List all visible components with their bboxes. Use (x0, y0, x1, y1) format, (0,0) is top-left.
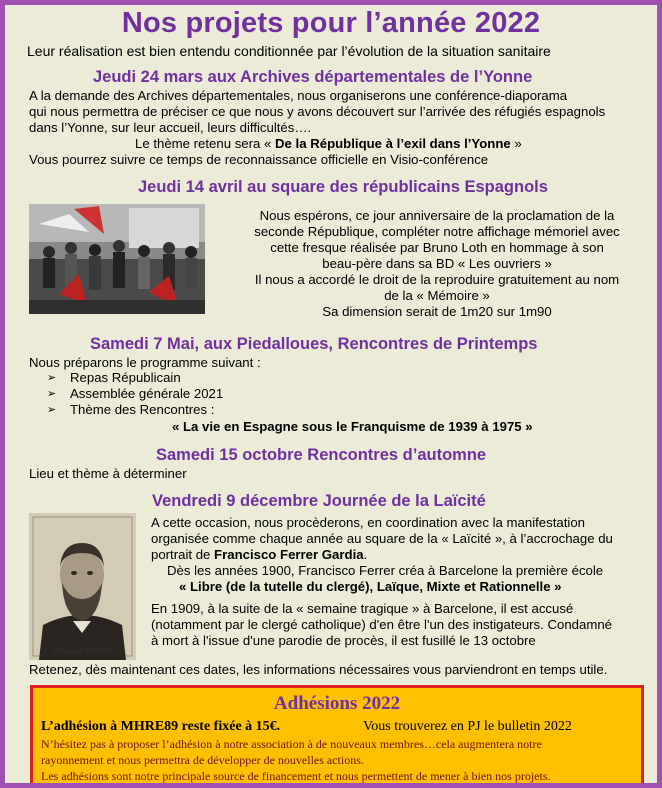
list-item: ➢ Thème des Rencontres : (47, 402, 215, 417)
section-text: Lieu et thème à déterminer (29, 466, 187, 481)
portrait-line (151, 547, 367, 563)
section-text: Nous préparons le programme suivant : (29, 355, 261, 370)
theme-line (135, 136, 522, 152)
section-heading-octobre: Samedi 15 octobre Rencontres d’automne (156, 446, 487, 464)
page-title: Nos projets pour l’année 2022 (121, 7, 541, 39)
portrait-name: Francisco Ferrer Gardia (214, 547, 364, 562)
section-text: de la « Mémoire » (384, 288, 490, 303)
section-text: En 1909, à la suite de la « semaine tragique » à Barcelone, il est accusé (151, 601, 574, 616)
section-text: seconde République, compléter notre affichage mémoriel avec (254, 224, 620, 239)
section-text: à mort à l'issue d'une parodie de procès, il est fusillé le 13 octobre (151, 633, 536, 648)
list-item: ➢ Assemblée générale 2021 (47, 386, 224, 401)
section-heading-mars: Jeudi 24 mars aux Archives départementales de l’Yonne (93, 68, 533, 86)
portrait-caption: Francisco FERRER (53, 648, 112, 655)
arrow-icon: ➢ (47, 404, 57, 416)
section-text: qui nous permettra de préciser ce que nous y avons découvert sur l’arrivée des réfugiés espagnols (29, 104, 606, 119)
section-heading-decembre: Vendredi 9 décembre Journée de la Laïcité (152, 492, 486, 510)
section-text: (notamment par le clergé catholique) d'en être l'un des instigateurs. Condamné (151, 617, 612, 632)
section-text: A cette occasion, nous procèderons, en coordination avec la manifestation (151, 515, 585, 530)
program-list (47, 370, 223, 418)
theme-line: « La vie en Espagne sous le Franquisme de 1939 à 1975 » (172, 419, 533, 434)
fresco-illustration (29, 204, 205, 314)
section-text: Sa dimension serait de 1m20 sur 1m90 (322, 304, 552, 319)
adhesions-fee: L’adhésion à MHRE89 reste fixée à 15€. (41, 719, 281, 734)
closing-text: Retenez, dès maintenant ces dates, les informations nécessaires vous parviendront en temps utile. (29, 662, 608, 677)
portrait-line-prefix: portrait de (151, 547, 215, 562)
list-item: ➢ Repas Républicain (47, 370, 181, 385)
theme-bold: De la République à l’exil dans l’Yonne (275, 136, 511, 151)
page-subtitle: Leur réalisation est bien entendu conditionnée par l’évolution de la situation sanitaire (27, 43, 551, 59)
section-text: Vous pourrez suivre ce temps de reconnaissance officielle en Visio-conférence (29, 152, 489, 167)
adhesions-title: Adhésions 2022 (273, 693, 401, 714)
adhesions-text: Les adhésions sont notre principale source de financement et nous permettent de mener à bien nos projets. (41, 769, 551, 783)
school-motto: « Libre (de la tutelle du clergé), Laïque, Mixte et Rationnelle » (179, 579, 562, 594)
portrait-illustration (29, 513, 136, 660)
section-text: dans l’Yonne, sur leur accueil, leurs difficultés…. (29, 120, 312, 135)
fresco-image (29, 204, 205, 314)
section-text: Dès les années 1900, Francisco Ferrer créa à Barcelone la première école (167, 563, 604, 578)
portrait-line-suffix: . (363, 547, 368, 562)
section-text: A la demande des Archives départementales, nous organiserons une conférence-diaporama (29, 88, 568, 103)
adhesions-text: N’hésitez pas à proposer l’adhésion à notre association à de nouveaux membres…cela augmentera notre (41, 737, 542, 751)
portrait-image (29, 513, 136, 660)
theme-prefix: Le thème retenu sera « (135, 136, 276, 151)
adhesions-form-note: Vous trouverez en PJ le bulletin 2022 (363, 719, 572, 734)
section-text: cette fresque réalisée par Bruno Loth en hommage à son (270, 240, 604, 255)
section-text: organisée comme chaque année au square de la « Laïcité », à l’accrochage du (151, 531, 613, 546)
section-text: Il nous a accordé le droit de la reproduire gratuitement au nom (254, 272, 620, 287)
section-heading-mai: Samedi 7 Mai, aux Piedalloues, Rencontres de Printemps (90, 335, 538, 353)
adhesions-box (30, 685, 644, 788)
arrow-icon: ➢ (47, 372, 57, 384)
section-heading-avril: Jeudi 14 avril au square des républicains Espagnols (138, 178, 548, 196)
adhesions-text: rayonnement et nous permettra de développer de nouvelles actions. (41, 753, 364, 767)
section-text: beau-père dans sa BD « Les ouvriers » (322, 256, 552, 271)
arrow-icon: ➢ (47, 388, 57, 400)
section-text: Nous espérons, ce jour anniversaire de la proclamation de la (259, 208, 615, 223)
theme-suffix: » (510, 136, 522, 151)
